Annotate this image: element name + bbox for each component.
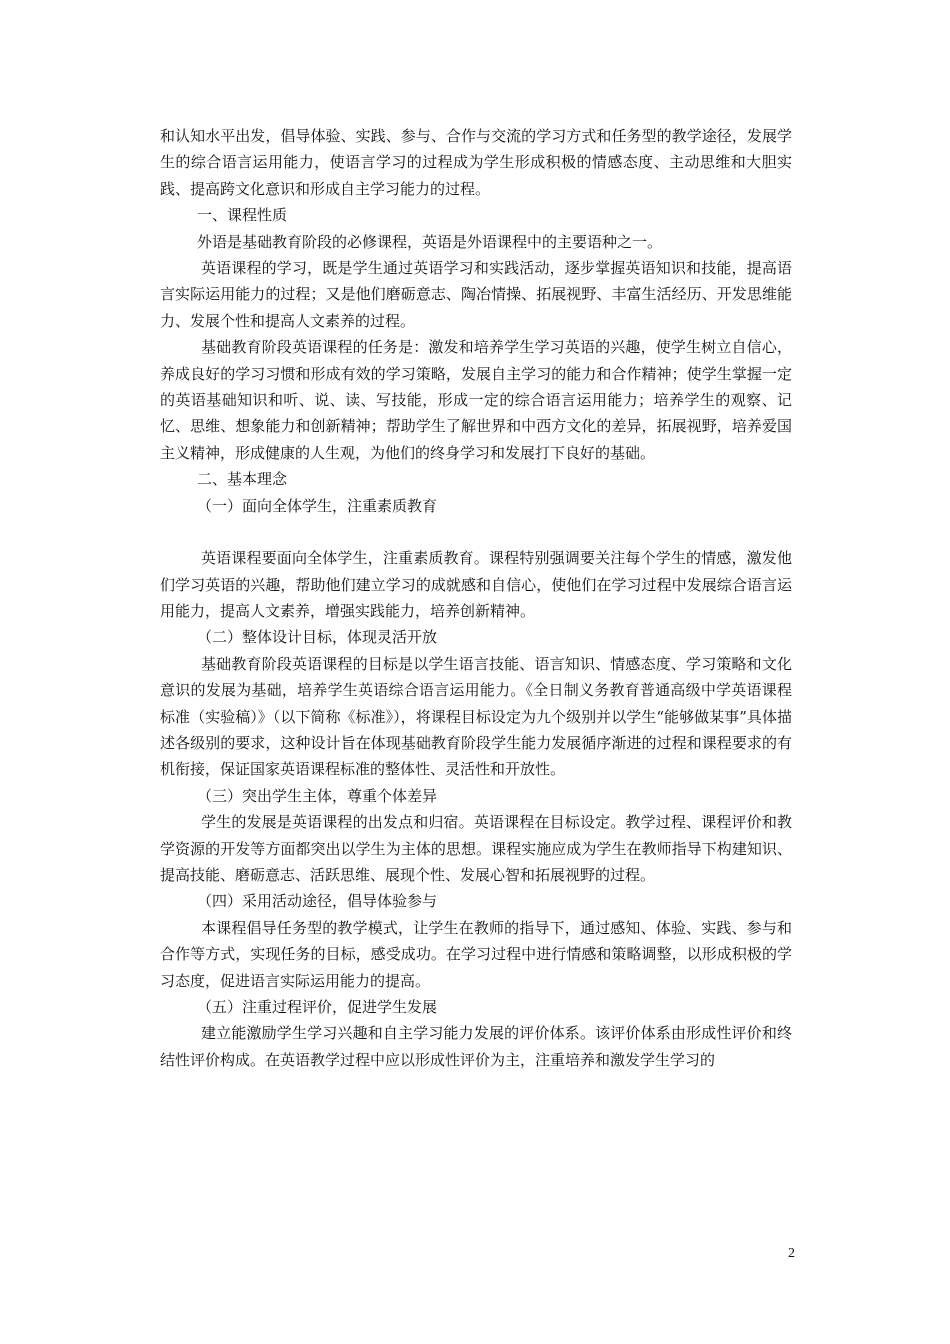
page-number: 2 (788, 1246, 795, 1261)
paragraph: 学生的发展是英语课程的出发点和归宿。英语课程在目标设定。教学过程、课程评价和教学资源的开发等方面都突出以学生为主体的思想。课程实施应成为学生在教师指导下构建知识、提高技能、磨砺意志、活跃思维、展现个性、发展心智和拓展视野的过程。 (160, 813, 792, 884)
paragraph-continuation: 和认知水平出发，倡导体验、实践、参与、合作与交流的学习方式和任务型的教学途径，发展学生的综合语言运用能力，使语言学习的过程成为学生形成积极的情感态度、主动思维和大胆实践、提高跨文化意识和形成自主学习能力的过程。 (160, 127, 792, 198)
document-body (160, 123, 792, 1073)
paragraph: 建立能激励学生学习兴趣和自主学习能力发展的评价体系。该评价体系由形成性评价和终结性评价构成。在英语教学过程中应以形成性评价为主，注重培养和激发学生学习的 (160, 1024, 792, 1069)
section-heading-basic-concepts: 二、基本理念 (197, 470, 288, 489)
section-heading-course-nature: 一、课程性质 (197, 206, 288, 225)
paragraph: 外语是基础教育阶段的必修课程，英语是外语课程中的主要语种之一。 (197, 232, 663, 251)
subsection-heading-5: （五）注重过程评价，促进学生发展 (197, 998, 438, 1016)
paragraph: 英语课程要面向全体学生，注重素质教育。课程特别强调要关注每个学生的情感，激发他们学习英语的兴趣，帮助他们建立学习的成就感和自信心，使他们在学习过程中发展综合语言运用能力，提高人文素养，增强实践能力，培养创新精神。 (160, 549, 792, 620)
paragraph: 本课程倡导任务型的教学模式，让学生在教师的指导下，通过感知、体验、实践、参与和合作等方式，实现任务的目标，感受成功。在学习过程中进行情感和策略调整，以形成积极的学习态度，促进语言实际运用能力的提高。 (160, 918, 792, 990)
subsection-heading-4: （四）采用活动途径，倡导体验参与 (197, 892, 438, 911)
paragraph: 基础教育阶段英语课程的目标是以学生语言技能、语言知识、情感态度、学习策略和文化意识的发展为基础，培养学生英语综合语言运用能力。《全日制义务教育普通高级中学英语课程标准（实验稿）》（以下简称《标准》），将课程目标设定为九个级别并以学生“能够做某事”具体描述各级别的要求，这种设计旨在体现基础教育阶段学生能力发展循序渐进的过程和课程要求的有机衔接，保证国家英语课程标准的整体性、灵活性和开放性。 (160, 654, 792, 779)
blank-line (160, 519, 792, 545)
subsection-heading-3: （三）突出学生主体，尊重个体差异 (197, 786, 438, 805)
subsection-heading-1: （一）面向全体学生，注重素质教育 (197, 496, 438, 515)
subsection-heading-2: （二）整体设计目标，体现灵活开放 (197, 628, 438, 647)
paragraph: 英语课程的学习，既是学生通过英语学习和实践活动，逐步掌握英语知识和技能，提高语言实际运用能力的过程；又是他们磨砺意志、陶冶情操、拓展视野、丰富生活经历、开发思维能力、发展个性和提高人文素养的过程。 (160, 259, 792, 330)
paragraph: 基础教育阶段英语课程的任务是：激发和培养学生学习英语的兴趣，使学生树立自信心，养成良好的学习习惯和形成有效的学习策略，发展自主学习的能力和合作精神；使学生掌握一定的英语基础知识和听、说、读、写技能，形成一定的综合语言运用能力；培养学生的观察、记忆、思维、想象能力和创新精神；帮助学生了解世界和中西方文化的差异，拓展视野，培养爱国主义精神，形成健康的人生观，为他们的终身学习和发展打下良好的基础。 (160, 338, 792, 462)
